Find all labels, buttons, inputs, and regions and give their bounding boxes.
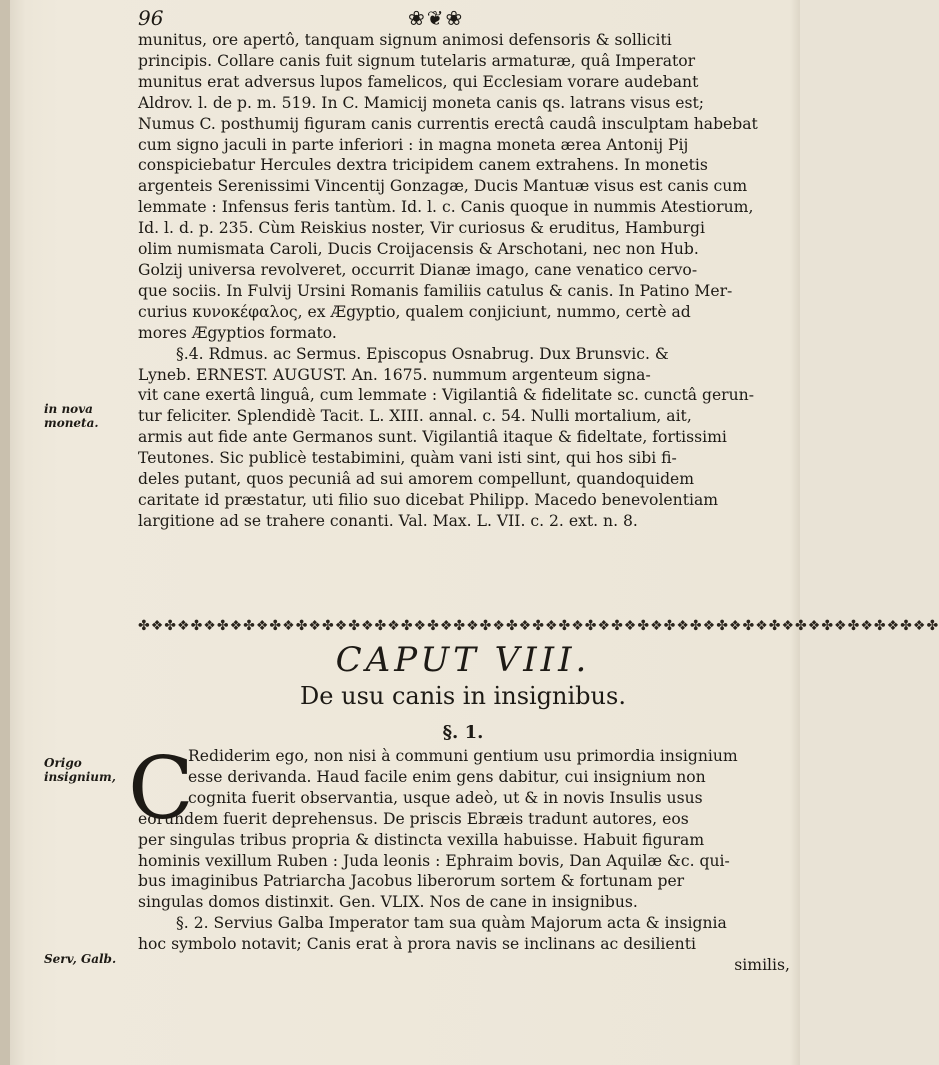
text-line: conspiciebatur Hercules dextra tricipidem canem extrahens. In monetis xyxy=(138,156,708,175)
text-line: tur feliciter. Splendidè Tacit. L. XIII. annal. c. 54. Nulli mortalium, ait, xyxy=(138,407,692,426)
text-line: Lyneb. ERNEST. AUGUST. An. 1675. nummum argenteum signa- xyxy=(138,365,651,384)
text-line: eorundem fuerit deprehensus. De priscis Ebræis tradunt autores, eos xyxy=(138,809,689,828)
text-line: Rediderim ego, non nisi à communi gentium usu primordia insignium xyxy=(188,747,738,765)
text-line: munitus erat adversus lupos famelicos, qui Ecclesiam vorare audebant xyxy=(138,72,699,91)
page-number: 96 xyxy=(138,6,164,30)
text-line: Aldrov. l. de p. m. 519. In C. Mamicij moneta canis qs. latrans visus est; xyxy=(138,93,705,112)
text-line: principis. Collare canis fuit signum tutelaris armaturæ, quâ Imperator xyxy=(138,51,696,70)
text-line: singulas domos distinxit. Gen. VLIX. Nos de cane in insignibus. xyxy=(138,893,638,912)
chapter-heading: CAPUT VIII. xyxy=(335,640,591,680)
text-line: similis, xyxy=(734,956,790,975)
text-line: munitus, ore apertô, tanquam signum animosi defensoris & solliciti xyxy=(138,31,672,49)
margin-note: Serv, Galb. xyxy=(44,952,117,966)
text-line: argenteis Serenissimi Vincentij Gonzagæ, Ducis Mantuæ visus est canis cum xyxy=(138,177,748,196)
text-line: esse derivanda. Haud facile enim gens dabitur, cui insignium non xyxy=(188,767,706,786)
text-line: largitione ad se trahere conanti. Val. Max. L. VII. c. 2. ext. n. 8. xyxy=(138,511,638,530)
text-line: olim numismata Caroli, Ducis Croijacensis & Arschotani, nec non Hub. xyxy=(138,240,699,259)
text-line: lemmate : Infensus feris tantùm. Id. l. c. Canis quoque in nummis Atestiorum, xyxy=(138,198,754,217)
text-block-bottom xyxy=(138,746,790,976)
text-block-top xyxy=(138,30,790,532)
text-line: curius κυνοκέφαλος, ex Ægyptio, qualem conjiciunt, nummo, certè ad xyxy=(138,302,691,321)
text-line: hoc symbolo notavit; Canis erat à prora navis se inclinans ac desilienti xyxy=(138,935,696,954)
text-line: mores Ægyptios formato. xyxy=(138,323,337,342)
text-line: per singulas tribus propria & distincta vexilla habuisse. Habuit figuram xyxy=(138,830,705,849)
text-line: caritate id præstatur, uti filio suo dicebat Philipp. Macedo benevolentiam xyxy=(138,490,719,509)
margin-note: Origo insignium, xyxy=(44,756,116,784)
ornamental-rule: ✤❖✤❖✤❖✤❖✤❖✤❖✤❖✤❖✤❖✤❖✤❖✤❖✤❖✤❖✤❖✤❖✤❖✤❖✤❖✤❖✤❖✤❖✤❖✤❖✤❖✤❖✤❖✤❖✤❖✤❖✤ xyxy=(138,618,939,634)
text-line: Id. l. d. p. 235. Cùm Reiskius noster, Vir curiosus & eruditus, Hamburgi xyxy=(138,219,706,238)
text-line: Teutones. Sic publicè testabimini, quàm vani isti sint, qui hos sibi fi- xyxy=(138,449,677,468)
text-line: hominis vexillum Ruben : Juda leonis : Ephraim bovis, Dan Aquilæ &c. qui- xyxy=(138,851,730,870)
header-ornament-icon: ❀❦❀ xyxy=(408,6,465,30)
section-number: §. 1. xyxy=(442,722,484,743)
text-line: vit cane exertâ linguâ, cum lemmate : Vigilantiâ & fidelitate sc. cunctâ gerun- xyxy=(138,386,754,405)
margin-note: in nova moneta. xyxy=(44,402,99,430)
text-line: cognita fuerit observantia, usque adeò, ut & in novis Insulis usus xyxy=(188,788,703,807)
text-line: deles putant, quos pecuniâ ad sui amorem compellunt, quandoquidem xyxy=(138,470,695,489)
chapter-title: De usu canis in insignibus. xyxy=(300,682,626,710)
drop-cap: C xyxy=(128,739,194,839)
text-line: armis aut fide ante Germanos sunt. Vigilantiâ itaque & fideltate, fortissimi xyxy=(138,428,727,447)
text-line: bus imaginibus Patriarcha Jacobus liberorum sortem & fortunam per xyxy=(138,872,685,891)
text-line: que sociis. In Fulvij Ursini Romanis familiis catulus & canis. In Patino Mer- xyxy=(138,281,733,300)
text-line: cum signo jaculi in parte inferiori : in magna moneta ærea Antonij Pij xyxy=(138,135,689,154)
text-line: §.4. Rdmus. ac Sermus. Episcopus Osnabrug. Dux Brunsvic. & xyxy=(176,344,669,363)
text-line: §. 2. Servius Galba Imperator tam sua quàm Majorum acta & insignia xyxy=(176,914,727,933)
text-line: Numus C. posthumij figuram canis currentis erectâ caudâ insculptam habebat xyxy=(138,114,758,133)
page-gutter xyxy=(0,0,10,1065)
text-line: Golzij universa revolveret, occurrit Dianæ imago, cane venatico cervo- xyxy=(138,260,698,279)
